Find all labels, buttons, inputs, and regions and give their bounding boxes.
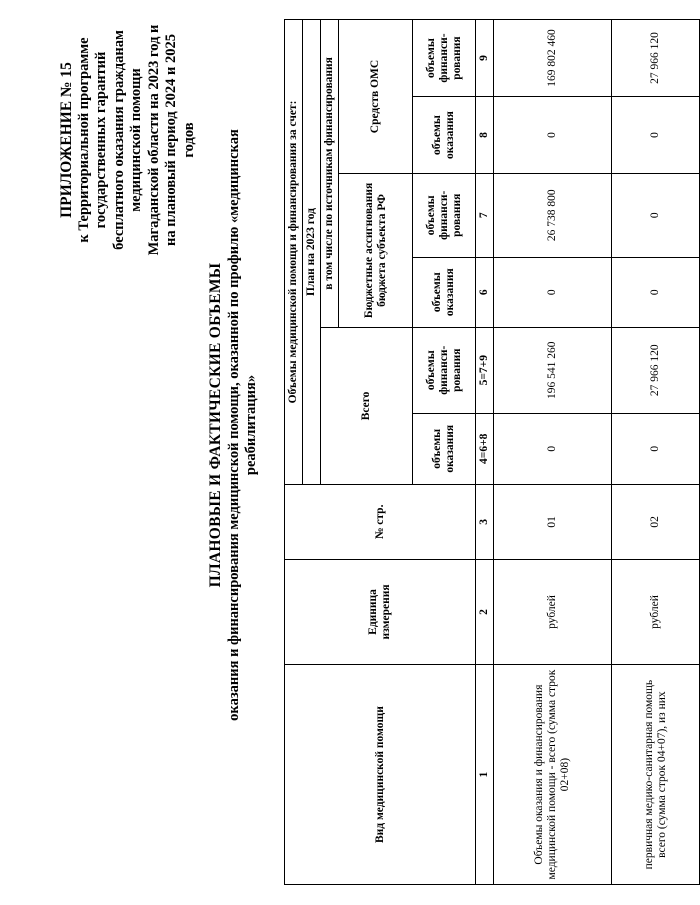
header-vid: Вид медицинской помощи [285, 665, 476, 885]
row-budget-vol-care: 0 [612, 257, 700, 327]
header-plan: План на 2023 год [303, 20, 321, 485]
header-budget-vol-fin: объемы финанси-рования [413, 174, 476, 258]
annex-number: ПРИЛОЖЕНИЕ № 15 [58, 62, 75, 218]
annex-line-2: к Территориальной программе [75, 37, 92, 243]
row-oms-vol-fin: 169 802 460 [494, 20, 612, 97]
title-main: ПЛАНОВЫЕ И ФАКТИЧЕСКИЕ ОБЪЕМЫ [207, 262, 224, 588]
table-row [494, 20, 612, 885]
header-volumes: Объемы медицинской помощи и финансирования за счет: [285, 20, 303, 485]
annex-line-6: Магаданской области на 2023 год и [145, 24, 162, 256]
row-number: 01 [494, 484, 612, 559]
row-number: 02 [612, 484, 700, 559]
column-number-5: 5=7+9 [476, 327, 494, 413]
header-oms-vol-care: объемы оказания [413, 97, 476, 174]
column-numbers-row [476, 20, 494, 885]
header-by-sources: в том числе по источникам финансирования [321, 20, 339, 328]
header-total-vol-care: объемы оказания [413, 413, 476, 484]
column-number-1: 1 [476, 665, 494, 885]
row-total-vol-care: 0 [494, 413, 612, 484]
title-subtitle-line-2: реабилитация» [243, 374, 259, 476]
row-budget-vol-care: 0 [494, 257, 612, 327]
column-number-8: 8 [476, 97, 494, 174]
header-total: Всего [321, 327, 413, 484]
row-oms-vol-fin: 27 966 120 [612, 20, 700, 97]
header-oms-vol-fin: объемы финанси-рования [413, 20, 476, 97]
annex-line-4: бесплатного оказания гражданам [110, 30, 127, 250]
row-oms-vol-care: 0 [612, 97, 700, 174]
header-row-number: № стр. [285, 484, 476, 559]
row-unit: рублей [612, 559, 700, 665]
title-subtitle-line-1: оказания и финансирования медицинской помощи, оказанной по профилю «медицинская [226, 129, 242, 721]
header-unit: Единица измерения [285, 559, 476, 665]
row-unit: рублей [494, 559, 612, 665]
row-oms-vol-care: 0 [494, 97, 612, 174]
column-number-3: 3 [476, 484, 494, 559]
table-row [612, 20, 700, 885]
header-total-vol-fin: объемы финанси-рования [413, 327, 476, 413]
volumes-table [284, 19, 700, 885]
column-number-4: 4=6+8 [476, 413, 494, 484]
row-budget-vol-fin: 26 738 800 [494, 174, 612, 258]
column-number-2: 2 [476, 559, 494, 665]
annex-line-7: на плановый период 2024 и 2025 годов [163, 34, 197, 246]
header-oms: Средств ОМС [339, 20, 413, 174]
annex-header [58, 15, 198, 265]
row-name: Объемы оказания и финансирования медицинской помощи - всего (сумма строк 02+08) [494, 665, 612, 885]
row-budget-vol-fin: 0 [612, 174, 700, 258]
row-name: первичная медико-санитарная помощь всего (сумма строк 04+07), из них [612, 665, 700, 885]
header-budget: Бюджетные ассигнования бюджета субъекта РФ [339, 174, 413, 328]
column-number-7: 7 [476, 174, 494, 258]
document-title [206, 0, 260, 855]
header-budget-vol-care: объемы оказания [413, 257, 476, 327]
column-number-6: 6 [476, 257, 494, 327]
annex-line-3: государственных гарантий [93, 51, 109, 229]
column-number-9: 9 [476, 20, 494, 97]
row-total-vol-fin: 196 541 260 [494, 327, 612, 413]
annex-line-5: медицинской помощи [128, 68, 144, 212]
row-total-vol-fin: 27 966 120 [612, 327, 700, 413]
row-total-vol-care: 0 [612, 413, 700, 484]
